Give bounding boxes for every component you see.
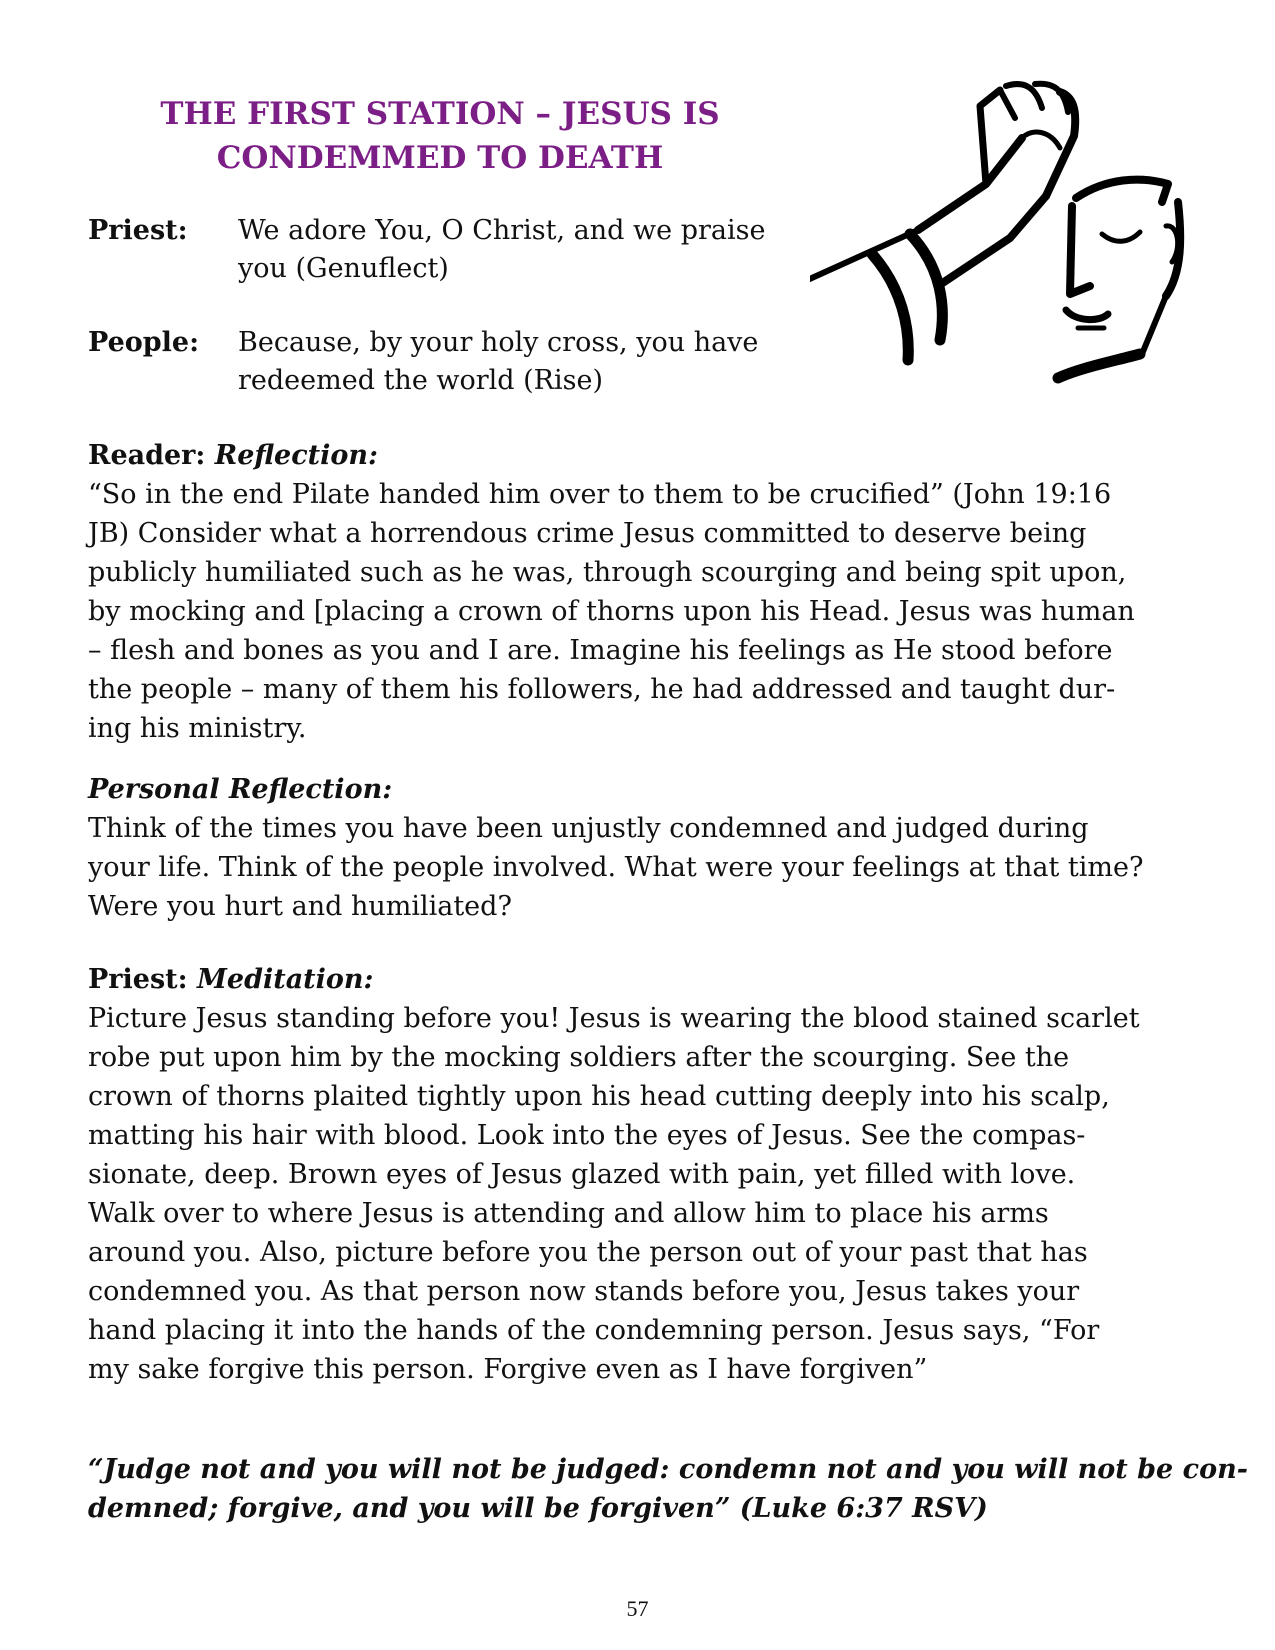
- personal-reflection-section: [88, 770, 1198, 926]
- reflection-line: the people – many of them his followers, he had addressed and taught dur-: [88, 674, 1116, 705]
- people-label: People:: [88, 327, 200, 358]
- reflection-line: – flesh and bones as you and I are. Imagine his feelings as He stood before: [88, 635, 1113, 666]
- people-text-line: Because, by your holy cross, you have: [238, 327, 759, 358]
- reflection-heading: Reflection:: [214, 440, 378, 471]
- meditation-line: Walk over to where Jesus is attending and allow him to place his arms: [88, 1198, 1049, 1229]
- meditation-line: my sake forgive this person. Forgive even as I have forgiven”: [88, 1354, 928, 1385]
- station-title: [160, 92, 720, 180]
- meditation-line: robe put upon him by the mocking soldiers after the scourging. See the: [88, 1042, 1070, 1073]
- station-title-line-1: THE FIRST STATION – JESUS IS: [160, 96, 720, 132]
- meditation-line: crown of thorns plaited tightly upon his head cutting deeply into his scalp,: [88, 1081, 1110, 1112]
- scripture-quote-line: demned; forgive, and you will be forgiven” (Luke 6:37 RSV): [88, 1493, 988, 1524]
- priest-label: Priest:: [88, 215, 188, 246]
- scripture-quote-line: “Judge not and you will not be judged: condemn not and you will not be con-: [88, 1454, 1248, 1485]
- meditation-line: around you. Also, picture before you the person out of your past that has: [88, 1237, 1088, 1268]
- reader-label: Reader:: [88, 440, 206, 471]
- meditation-line: hand placing it into the hands of the condemning person. Jesus says, “For: [88, 1315, 1100, 1346]
- personal-reflection-line: Were you hurt and humiliated?: [88, 891, 512, 922]
- hand-on-head-illustration: [810, 78, 1210, 388]
- meditation-line: Picture Jesus standing before you! Jesus is wearing the blood stained scarlet: [88, 1003, 1140, 1034]
- priest-text-line: you (Genuflect): [238, 253, 449, 284]
- scripture-quote: [88, 1450, 1248, 1528]
- people-text: [238, 324, 798, 400]
- meditation-section: [88, 960, 1198, 1389]
- meditation-line: sionate, deep. Brown eyes of Jesus glazed with pain, yet filled with love.: [88, 1159, 1076, 1190]
- meditation-line: condemned you. As that person now stands before you, Jesus takes your: [88, 1276, 1080, 1307]
- reader-reflection-section: [88, 436, 1198, 748]
- people-text-line: redeemed the world (Rise): [238, 365, 604, 396]
- reflection-line: publicly humiliated such as he was, through scourging and being spit upon,: [88, 557, 1127, 588]
- personal-reflection-line: Think of the times you have been unjustly condemned and judged during: [88, 813, 1089, 844]
- reflection-line: by mocking and [placing a crown of thorns upon his Head. Jesus was human: [88, 596, 1135, 627]
- personal-reflection-title: Personal Reflection:: [88, 774, 393, 805]
- reader-reflection-heading: [88, 436, 1198, 475]
- personal-reflection-heading: [88, 770, 1198, 809]
- personal-reflection-line: your life. Think of the people involved. What were your feelings at that time?: [88, 852, 1144, 883]
- reflection-line: JB) Consider what a horrendous crime Jesus committed to deserve being: [88, 518, 1087, 549]
- page-number: 57: [626, 1596, 649, 1621]
- meditation-heading: [88, 960, 1198, 999]
- meditation-priest-label: Priest:: [88, 964, 188, 995]
- priest-text-line: We adore You, O Christ, and we praise: [238, 215, 766, 246]
- reflection-line: ing his ministry.: [88, 713, 307, 744]
- station-title-line-2: CONDEMMED TO DEATH: [216, 140, 664, 176]
- meditation-line: matting his hair with blood. Look into the eyes of Jesus. See the compas-: [88, 1120, 1086, 1151]
- meditation-title: Meditation:: [197, 964, 374, 995]
- priest-text: [238, 212, 798, 288]
- reflection-line: “So in the end Pilate handed him over to them to be crucified” (John 19:16: [88, 479, 1112, 510]
